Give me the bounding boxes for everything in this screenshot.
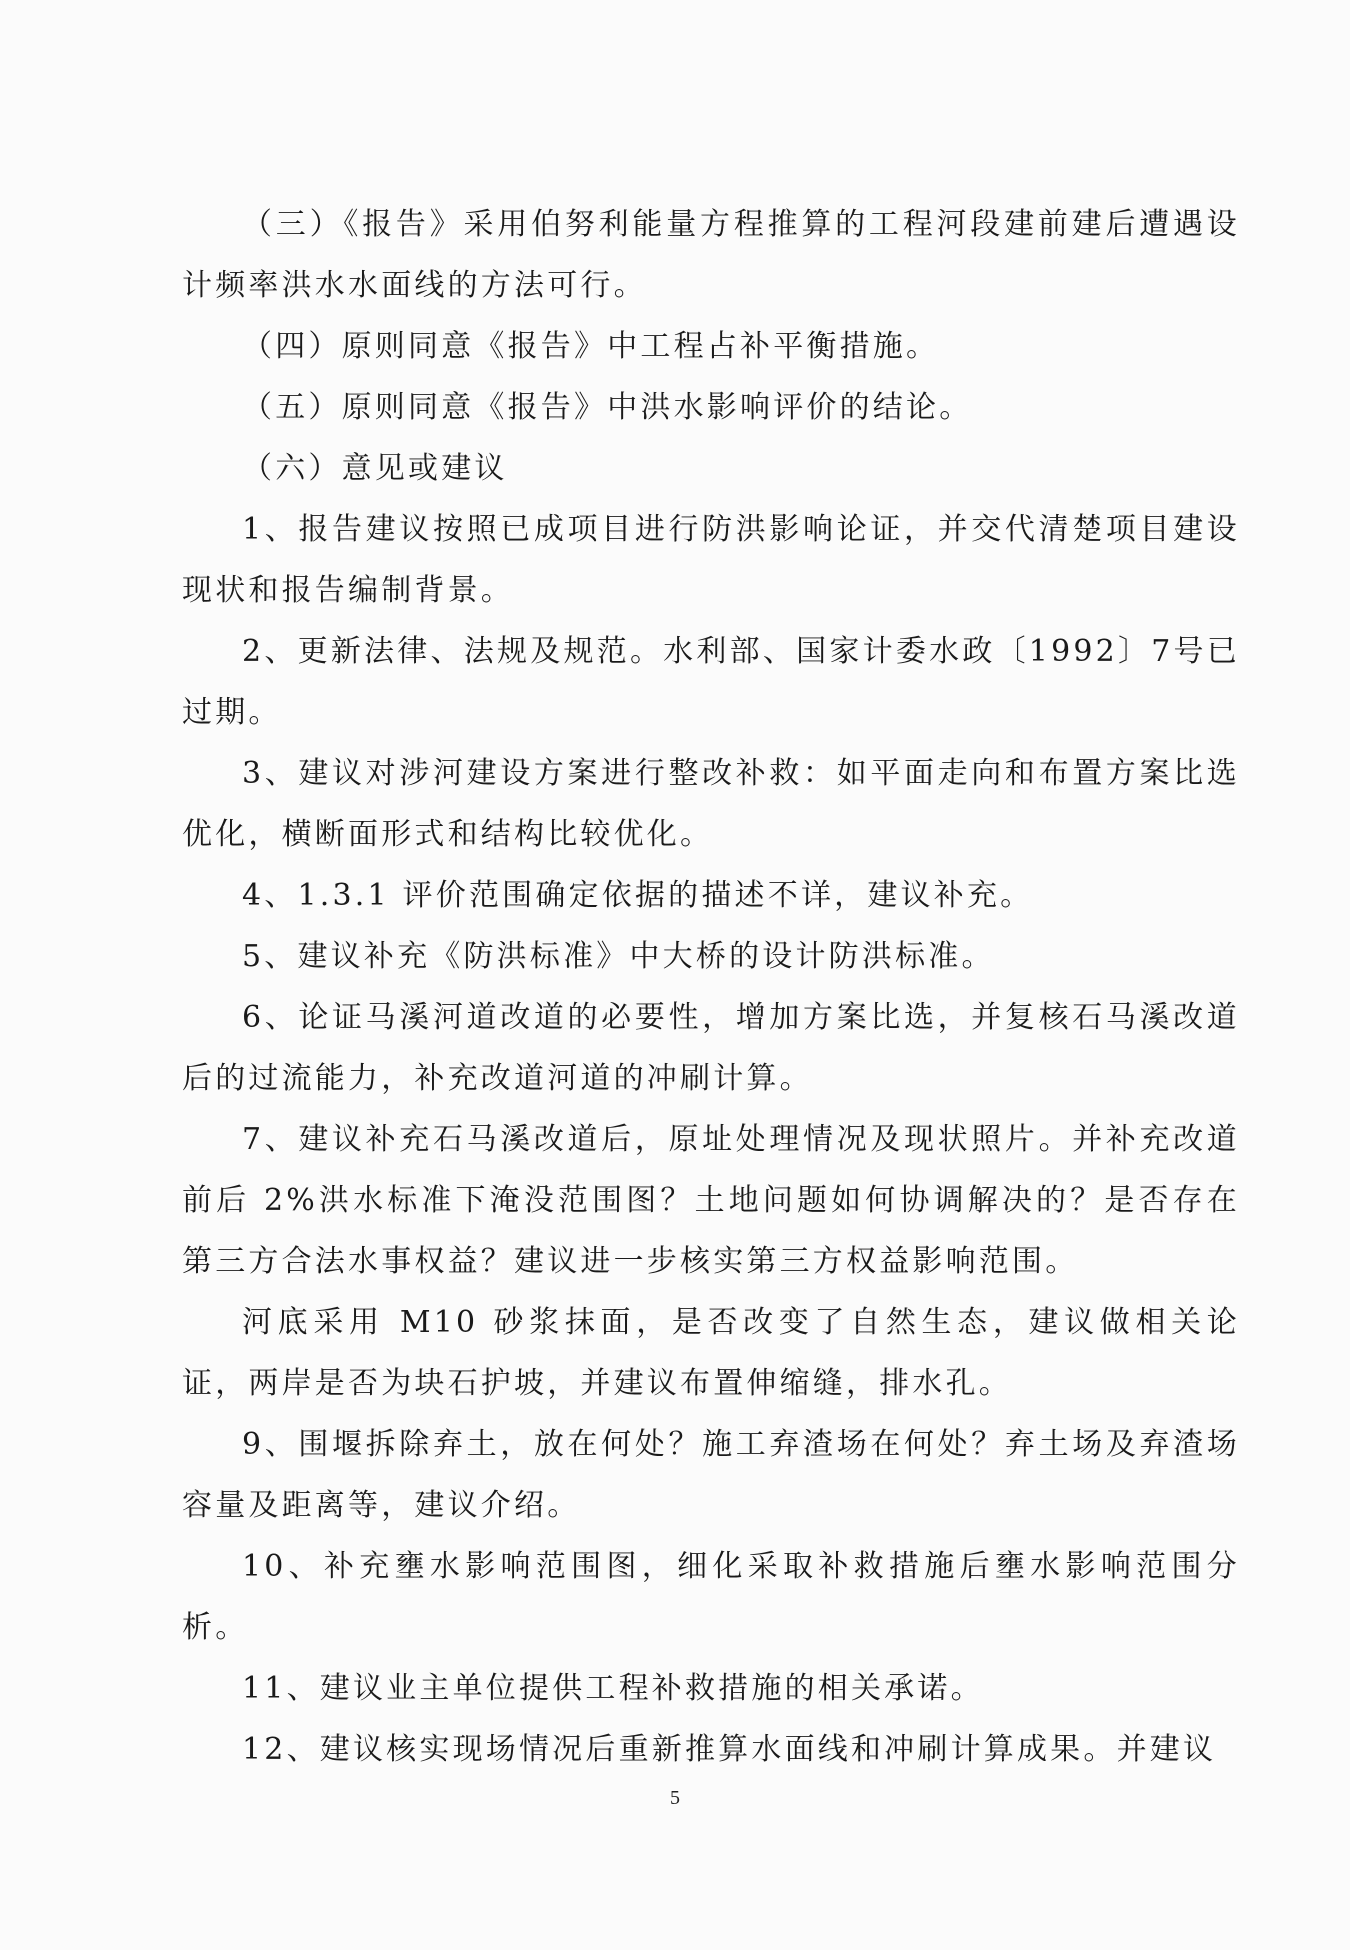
document-body [182,194,1240,1780]
paragraph-4: （四）原则同意《报告》中工程占补平衡措施。 [242,329,940,364]
suggestion-12: 12、建议核实现场情况后重新推算水面线和冲刷计算成果。并建议 [242,1732,1217,1767]
suggestion-2: 2、更新法律、法规及规范。水利部、国家计委水政〔1992〕7号已过期。 [182,634,1240,730]
paragraph-5: （五）原则同意《报告》中洪水影响评价的结论。 [242,390,973,425]
suggestion-1: 1、报告建议按照已成项目进行防洪影响论证，并交代清楚项目建设现状和报告编制背景。 [182,512,1240,608]
page-number: 5 [670,1787,680,1809]
suggestion-4: 4、1.3.1 评价范围确定依据的描述不详，建议补充。 [242,878,1034,913]
paragraph-6-heading: （六）意见或建议 [242,451,508,486]
suggestion-11: 11、建议业主单位提供工程补救措施的相关承诺。 [242,1671,984,1706]
suggestion-10: 10、补充壅水影响范围图，细化采取补救措施后壅水影响范围分析。 [182,1549,1240,1645]
suggestion-3: 3、建议对涉河建设方案进行整改补救：如平面走向和布置方案比选优化，横断面形式和结构比较优化。 [182,756,1240,852]
suggestion-6: 6、论证马溪河道改道的必要性，增加方案比选，并复核石马溪改道后的过流能力，补充改道河道的冲刷计算。 [182,1000,1240,1096]
suggestion-8: 河底采用 M10 砂浆抹面，是否改变了自然生态，建议做相关论证，两岸是否为块石护坡，并建议布置伸缩缝，排水孔。 [182,1305,1240,1401]
suggestion-5: 5、建议补充《防洪标准》中大桥的设计防洪标准。 [242,939,995,974]
paragraph-3: （三）《报告》采用伯努利能量方程推算的工程河段建前建后遭遇设计频率洪水水面线的方法可行。 [182,207,1240,303]
suggestion-7: 7、建议补充石马溪改道后，原址处理情况及现状照片。并补充改道前后 2%洪水标准下淹没范围图？土地问题如何协调解决的？是否存在第三方合法水事权益？建议进一步核实第三方权益影响范围。 [182,1122,1240,1279]
suggestion-9: 9、围堰拆除弃土，放在何处？施工弃渣场在何处？弃土场及弃渣场容量及距离等，建议介绍。 [182,1427,1240,1523]
